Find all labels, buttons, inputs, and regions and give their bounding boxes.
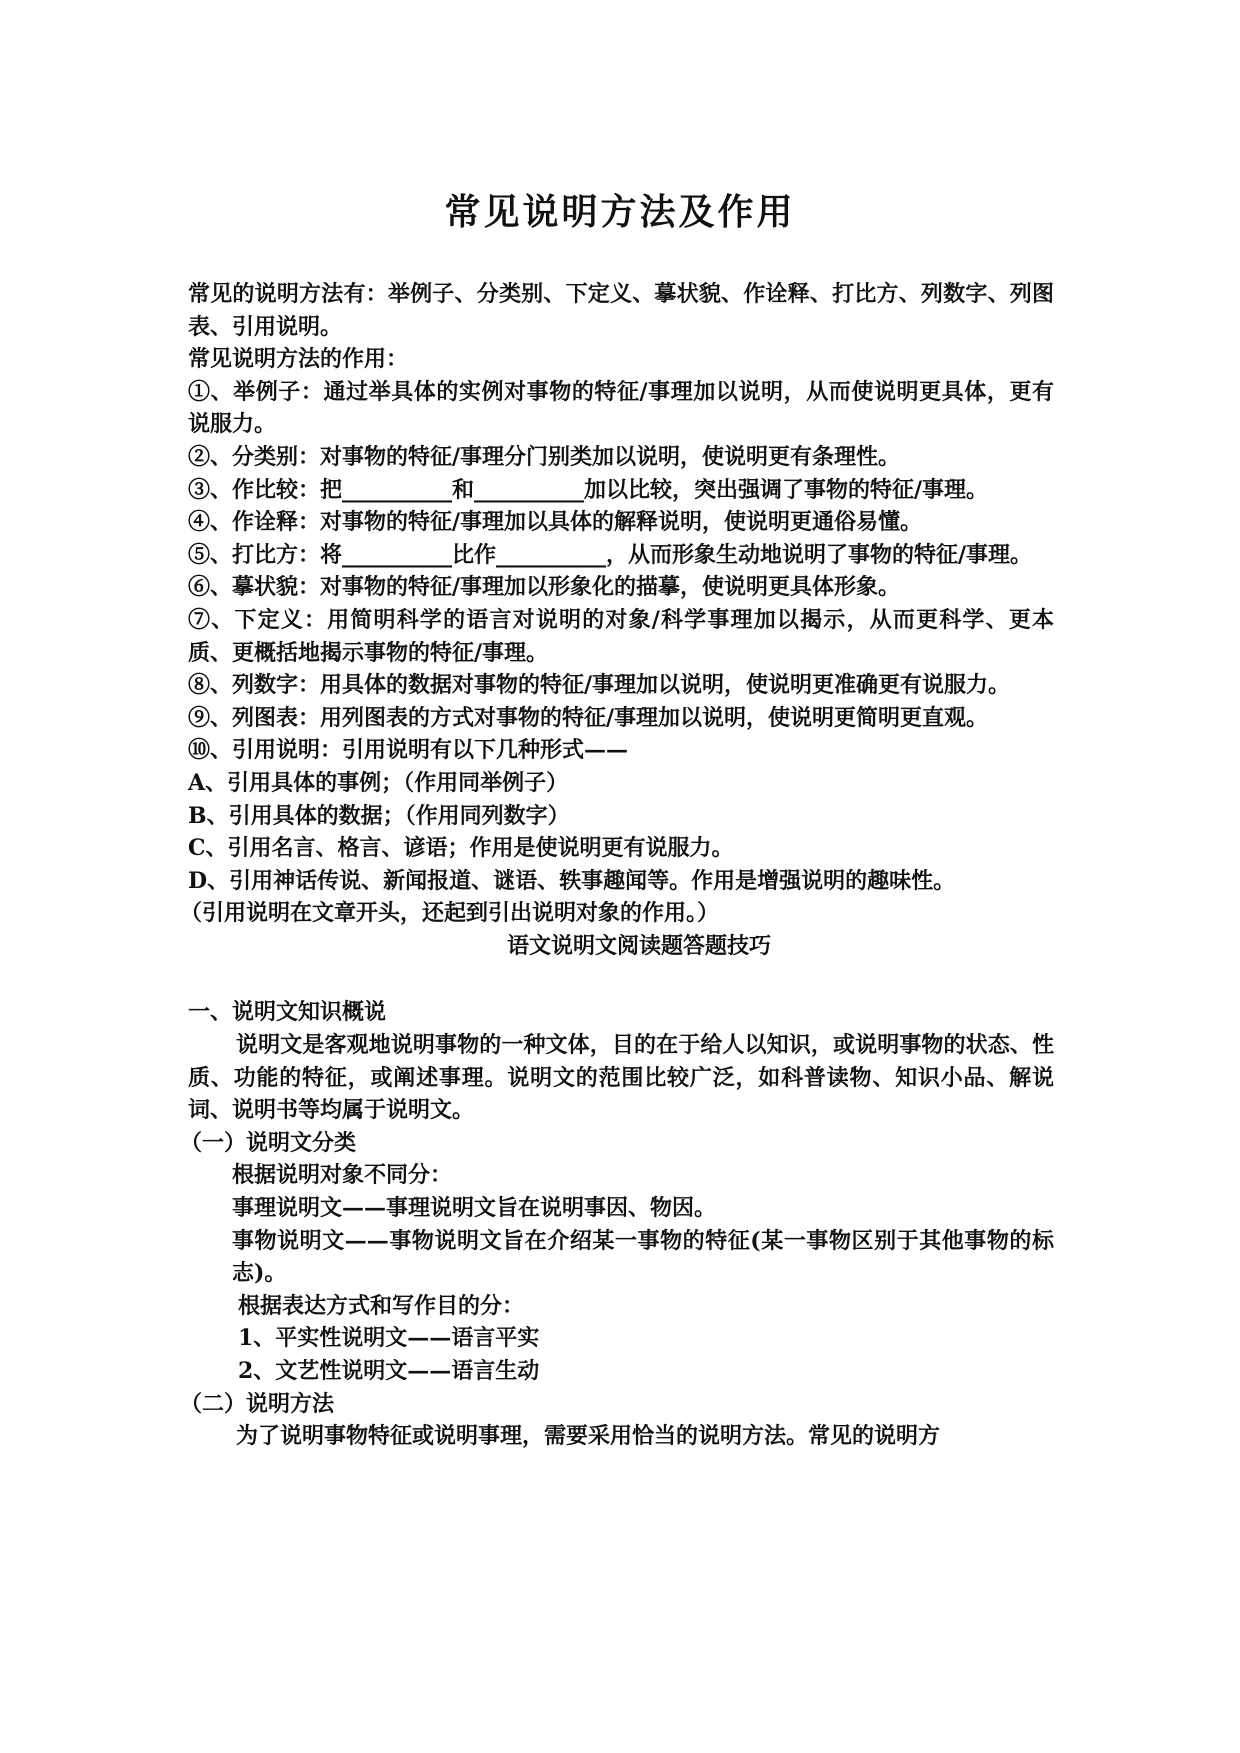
method-item-quote: ⑩、引用说明：引用说明有以下几种形式—— xyxy=(188,737,629,764)
section1-paragraph: 说明文是客观地说明事物的一种文体，目的在于给人以知识，或说明事物的状态、性质、功能的特征，或阐述事理。说明文的范围比较广泛，如科普读物、知识小品、解说词、说明书等均属于说明文。 xyxy=(188,1032,1054,1124)
method-item-example: ①、举例子：通过举具体的实例对事物的特征/事理加以说明，从而使说明更具体，更有说服力。 xyxy=(188,378,1054,438)
type-literary: 2、文艺性说明文——语言生动 xyxy=(238,1358,540,1384)
functions-heading: 常见说明方法的作用： xyxy=(188,346,409,373)
section1-heading: 一、说明文知识概说 xyxy=(188,999,387,1026)
by-expression-label: 根据表达方式和写作目的分： xyxy=(238,1292,525,1319)
method-item-charts: ⑨、列图表：用列图表的方式对事物的特征/事理加以说明，使说明更简明更直观。 xyxy=(188,704,989,731)
section-subtitle: 语文说明文阅读题答题技巧 xyxy=(506,932,771,959)
type-plain: 1、平实性说明文——语言平实 xyxy=(238,1325,540,1352)
reason-explanatory-text: 事理说明文——事理说明文旨在说明事因、物因。 xyxy=(232,1195,717,1222)
method-item-classify: ②、分类别：对事物的特征/事理分门别类加以说明，使说明更有条理性。 xyxy=(188,443,901,470)
method-item-metaphor: ⑤、打比方：将__________比作__________，从而形象生动地说明了事物的特征/事理。 xyxy=(188,541,1033,568)
by-object-label: 根据说明对象不同分： xyxy=(232,1162,453,1189)
quote-note: （引用说明在文章开头，还起到引出说明对象的作用。） xyxy=(180,900,720,927)
method-item-define: ⑦、下定义：用简明科学的语言对说明的对象/科学事理加以揭示，从而更科学、更本质、更概括地揭示事物的特征/事理。 xyxy=(188,606,1054,666)
method-item-describe: ⑥、摹状貌：对事物的特征/事理加以形象化的描摹，使说明更具体形象。 xyxy=(188,574,901,601)
quote-form-d: D、引用神话传说、新闻报道、谜语、轶事趣闻等。作用是增强说明的趣味性。 xyxy=(188,867,956,894)
quote-form-c: C、引用名言、格言、谚语；作用是使说明更有说服力。 xyxy=(188,835,734,862)
intro-paragraph: 常见的说明方法有：举例子、分类别、下定义、摹状貌、作诠释、打比方、列数字、列图表、引用说明。 xyxy=(188,281,1054,340)
method-item-numbers: ⑧、列数字：用具体的数据对事物的特征/事理加以说明，使说明更准确更有说服力。 xyxy=(188,672,1011,699)
spacer xyxy=(188,962,1054,996)
document-title: 常见说明方法及作用 xyxy=(444,191,796,233)
quote-form-a: A、引用具体的事例；（作用同举例子） xyxy=(188,769,569,796)
subsection2-heading: （二）说明方法 xyxy=(180,1390,335,1417)
method-item-compare: ③、作比较：把__________和__________加以比较，突出强调了事物的特征/事理。 xyxy=(188,476,989,503)
thing-explanatory-text: 事物说明文——事物说明文旨在介绍某一事物的特征(某一事物区别于其他事物的标志)。 xyxy=(232,1227,1054,1287)
quote-form-b: B、引用具体的数据；（作用同列数字） xyxy=(188,802,570,829)
subsection2-paragraph: 为了说明事物特征或说明事理，需要采用恰当的说明方法。常见的说明方 xyxy=(236,1423,941,1450)
method-item-explain: ④、作诠释：对事物的特征/事理加以具体的解释说明，使说明更通俗易懂。 xyxy=(188,509,923,536)
subsection1-heading: （一）说明文分类 xyxy=(180,1129,357,1156)
document-body xyxy=(180,278,1054,1453)
